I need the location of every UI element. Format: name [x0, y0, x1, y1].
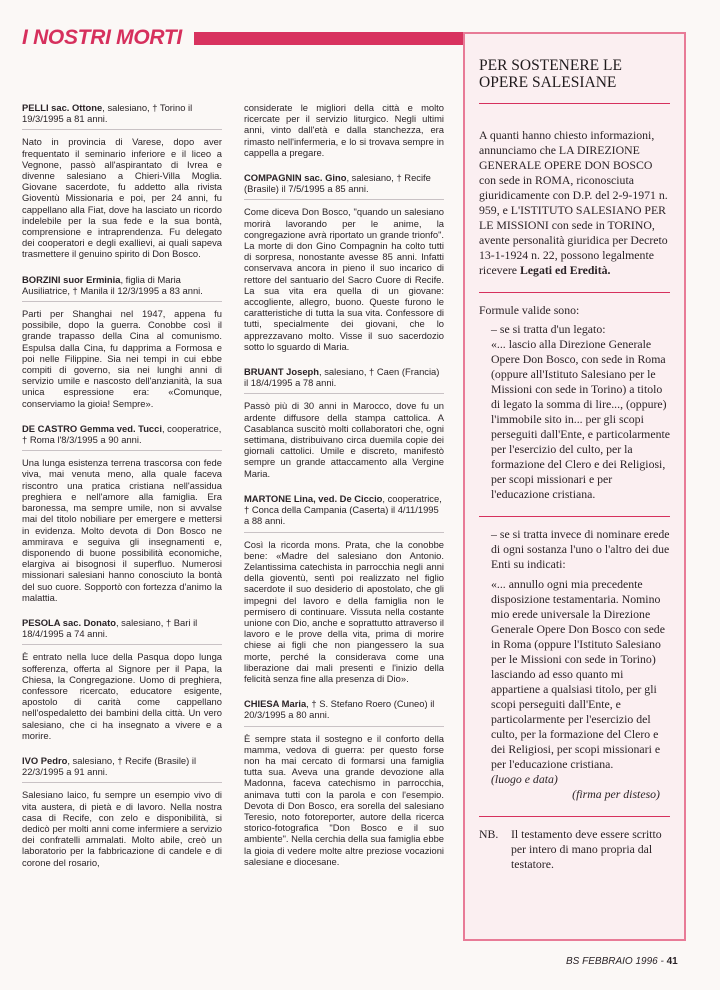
firma: (firma per disteso)	[572, 787, 660, 801]
obituary-info: , salesiano, † Torino il 19/3/1995 a 81 anni.	[22, 102, 193, 125]
signature-line	[479, 787, 670, 802]
sidebar-divider	[479, 103, 670, 104]
sidebar-intro-bold: Legati ed Eredità.	[519, 263, 611, 277]
obituary-heading	[22, 755, 222, 777]
obituary-entry	[22, 617, 222, 741]
obituary-entry	[244, 172, 444, 352]
page-number: 41	[666, 956, 678, 967]
obituary-info: , salesiano, † Bari il 18/4/1995 a 74 anni.	[22, 616, 198, 640]
legato-intro: – se si tratta d'un legato:	[491, 322, 606, 336]
sidebar-title: PER SOSTENERE LE OPERE SALESIANE	[479, 57, 622, 91]
sidebar-box	[463, 32, 686, 941]
obituary-heading	[244, 172, 444, 194]
obituary-text: Salesiano laico, fu sempre un esempio vivo di vita austera, di pietà e di lavoro. Nella nostra casa di Recife, con zelo e disponibilità, si dedicò per molti anni come infermiere a servizio dei confratelli ammalati. Molto abile, creò un laboratorio per la fabbricazione di candele e di corone del rosario,	[22, 789, 222, 868]
obituary-text: Parti per Shanghai nel 1947, appena fu possibile, dopo la guerra. Conobbe così il grande trapasso della Cina al comunismo. Espulsa dalla Cina, fu dapprima a Formosa e poi nelle Filippine. Sia nei tempi in cui ebbe compiti di governo, sia nei lunghi anni di servizio umile e nascosto dell'anzianità, la sua unica espressione era: «Comunque, conserviamo la gioia! Sempre».	[22, 308, 222, 409]
obituary-text: È entrato nella luce della Pasqua dopo lunga sofferenza, offerta al Signore per il Papa, la Chiesa, la Congregazione. Uomo di preghiera, confessore ricercato, educatore esigente, apostolo di carità come cappellano nell'ospedaletto dei bambini della città. Un vero salesiano, che ci ha insegnato a vivere e a morire.	[22, 651, 222, 741]
obituary-info: , cooperatrice, † Roma l'8/3/1995 a 90 anni.	[22, 422, 222, 446]
legato-text: «... lascio alla Direzione Generale Opere Don Bosco, con sede in Roma (oppure all'Istituto Salesiano per le Missioni con sede in Torino) a titolo di legato la somma di lire..., (oppure) l'immobile sito in... per gli scopi perseguiti dall'Ente, e particolarmente per l'esercizio del culto, per la formazione del Clero e dei Religiosi, per scopi missionari e per l'educazione cristiana.	[491, 337, 671, 501]
erede-intro: – se si tratta invece di nominare erede di ogni sostanza l'uno o l'altro dei due Enti su indicati:	[491, 527, 670, 571]
signature-line	[479, 772, 670, 787]
obituary-name: BORZINI suor Erminia	[22, 273, 121, 285]
obituary-heading	[244, 366, 444, 388]
obituary-entry	[244, 493, 444, 684]
divider	[244, 532, 444, 533]
obituary-info: , salesiano, † Recife (Brasile) il 22/3/1995 a 91 anni.	[22, 754, 197, 778]
obituary-heading	[22, 274, 222, 296]
obituary-info: , salesiano, † Recife (Brasile) il 7/5/1995 a 85 anni.	[244, 172, 431, 195]
obituary-entry	[22, 755, 222, 868]
divider	[22, 644, 222, 645]
sidebar-paragraph	[479, 128, 670, 278]
divider	[244, 199, 444, 200]
divider	[22, 129, 222, 130]
obituary-info: , figlia di Maria Ausiliatrice, † Manila il 12/3/1995 a 83 anni.	[22, 273, 203, 296]
obituary-entry	[22, 274, 222, 409]
obituary-heading	[22, 423, 222, 445]
divider	[244, 726, 444, 727]
column-left	[22, 102, 222, 882]
obituary-heading	[244, 698, 444, 720]
erede-text: «... annullo ogni mia precedente disposizione testamentaria. Nomino mio erede universale la Direzione Generale Opere Don Bosco con sede in Roma (oppure l'Istituto Salesiano per le Missioni con sede in Torino) lasciando ad esso quanto mi appartiene a qualsiasi titolo, per gli scopi perseguiti dall'Ente, e particolarmente per l'esercizio del culto, per la formazione del Clero e dei Religiosi, per scopi missionari e per l'educazione cristiana.	[491, 577, 665, 771]
obituary-name: BRUANT Joseph	[244, 366, 320, 378]
nb-text: Il testamento deve essere scritto per intero di mano propria dal testatore.	[511, 827, 662, 871]
obituary-entry	[22, 102, 222, 260]
obituary-text: Così la ricorda mons. Prata, che la conobbe bene: «Madre del salesiano don Antonio. Zelantissima catechista in parrocchia negli anni della gioventù, sentì poi realizzato nel figlio sacerdote il suo desiderio di apostolato, che gli impegni del lavoro e della famiglia non le permisero di continuare. Vissuta nella costante unione con Dio, anche e soprattutto attraverso il lavoro e le prove della vita, prima di morire chiese ai figli che non piangessero la sua morte, perché la considerava come una liberazione dai mali presenti e l'inizio della felicità senza fine alla presenza di Dio».	[244, 538, 444, 684]
divider	[22, 782, 222, 783]
luogo-data: (luogo e data)	[491, 772, 558, 786]
obituary-text: Nato in provincia di Varese, dopo aver frequentato il seminario inferiore e il liceo a Vegnone, passò all'aspirantato di Ivrea e divenne salesiano a Chieri-Villa Moglia. Giovane sacerdote, fu addetto alla rivista Gioventù Missionaria e poi, per 24 anni, fu cappellano alla Fiat, dove ha lasciato un ricordo indelebile per la sua fede e la sua bontà, comprensione e intraprendenza. Fu delegato dei cooperatori e degli exallievi, ai quali sapeva trasmettere il genuino spirito di Don Bosco.	[22, 136, 222, 260]
obituary-text: Una lunga esistenza terrena trascorsa con fede viva, mai venuta meno, alla quale faceva riscontro una pratica cristiana nell'assidua preghiera e nell'amore alla famiglia. Era baronessa, ma sempre umile, non si avvalse mai del titolo nobiliare per emergere e mettersi in evidenza. Molto devota di Don Bosco ne ammirava e seguiva gli insegnamenti e, disponendo di buone possibilità economiche, elargiva ai bisognosi il superfluo. Numerosi missionari salesiani hanno conosciuto la bontà del suo cuore. Sopportò con fortezza d'animo la malattia.	[22, 457, 222, 603]
column-middle	[244, 102, 444, 881]
nota-bene	[479, 827, 670, 872]
obituary-name: MARTONE Lina, ved. De Ciccio	[244, 492, 383, 504]
obituary-text: Come diceva Don Bosco, "quando un salesiano morirà lavorando per le anime, la congregazione avrà riportato un grande trionfo". La morte di don Gino Compagnin ha colto tutti di sorpresa, nonostante avesse 85 anni. Infatti conservava ancora in pieno il suo incarico di rettore del santuario del Sacro Cuore di Recife. La sua vita era quella di un giovane: accogliente, allegro, buono. Queste furono le caratteristiche di tutta la sua vita. Confessore di tutti, specialmente dei giovani, che lo apprezzavano molto. Visse il suo sacerdozio sotto lo sguardo di Maria.	[244, 206, 444, 352]
formule-label: Formule valide sono:	[479, 303, 580, 317]
sidebar-divider	[479, 516, 670, 517]
continued-text: considerate le migliori della città e molto ricercate per il servizio liturgico. Negli ultimi anni, vinto dall'età e dalla stanchezza, era rimasto nell'infermeria, e lo si trovava sempre in cappella a pregare.	[244, 102, 444, 158]
section-header	[22, 26, 447, 52]
obituary-name: CHIESA Maria	[244, 698, 307, 710]
nb-label: NB.	[479, 827, 499, 841]
sidebar-divider	[479, 816, 670, 817]
obituary-heading	[244, 493, 444, 527]
divider	[244, 393, 444, 394]
divider	[22, 450, 222, 451]
section-title: I NOSTRI MORTI	[22, 26, 182, 49]
obituary-text: È sempre stata il sostegno e il conforto della mamma, vedova di guerra: per questo forse non ha mai cercato di formarsi una famiglia tutta sua. Aveva una grande devozione alla Madonna, faceva catechismo in parrocchia, animava tutti con la parola e con l'esempio. Devota di Don Bosco, era sorella del salesiano Teresio, noto fotoreporter, autore della ricerca storico-fotografica "Don Bosco e il suo ambiente". Nella cerchia della sua famiglia ebbe la gioia di vedere molte altre preziose vocazioni salesiane e diocesane.	[244, 732, 444, 867]
obituary-text: Passò più di 30 anni in Marocco, dove fu un ardente diffusore della stampa cattolica. A Casablanca suscitò molti collaboratori che, ogni settimana, distribuivano circa duemila copie dei giornali cattolici. Umile e discreto, manifestò sempre un grande attaccamento alla Vergine Maria.	[244, 400, 444, 479]
obituary-info: , † S. Stefano Roero (Cuneo) il 20/3/1995 a 80 anni.	[244, 698, 435, 721]
obituary-info: , salesiano, † Caen (Francia) il 18/4/1995 a 78 anni.	[244, 366, 440, 389]
header-bar	[194, 32, 470, 45]
sidebar-intro: A quanti hanno chiesto informazioni, annunciamo che LA DIREZIONE GENERALE OPERE DON BOSCO con sede in ROMA, riconosciuta giuridicamente con D.P. del 2-9-1971 n. 959, e L'ISTITUTO SALESIANO PER LE MISSIONI con sede in TORINO, avente personalità giuridica per Decreto 13-1-1924 n. 22, possono legalmente ricevere	[479, 128, 668, 277]
obituary-name: DE CASTRO Gemma ved. Tucci	[22, 422, 162, 434]
obituary-entry	[244, 366, 444, 479]
obituary-name: COMPAGNIN sac. Gino	[244, 172, 347, 184]
obituary-heading	[22, 617, 222, 639]
obituary-heading	[22, 102, 222, 124]
obituary-name: PESOLA sac. Donato	[22, 616, 116, 628]
obituary-name: PELLI sac. Ottone	[22, 102, 103, 113]
sidebar-divider	[479, 292, 670, 293]
obituary-name: IVO Pedro	[22, 754, 68, 766]
obituary-info: , cooperatrice, † Conca della Campania (Caserta) il 4/11/1995 a 88 anni.	[244, 492, 442, 527]
magazine-issue: BS FEBBRAIO 1996 -	[566, 956, 664, 967]
obituary-entry	[244, 698, 444, 867]
obituary-entry	[22, 423, 222, 603]
page-footer	[566, 956, 678, 967]
divider	[22, 301, 222, 302]
